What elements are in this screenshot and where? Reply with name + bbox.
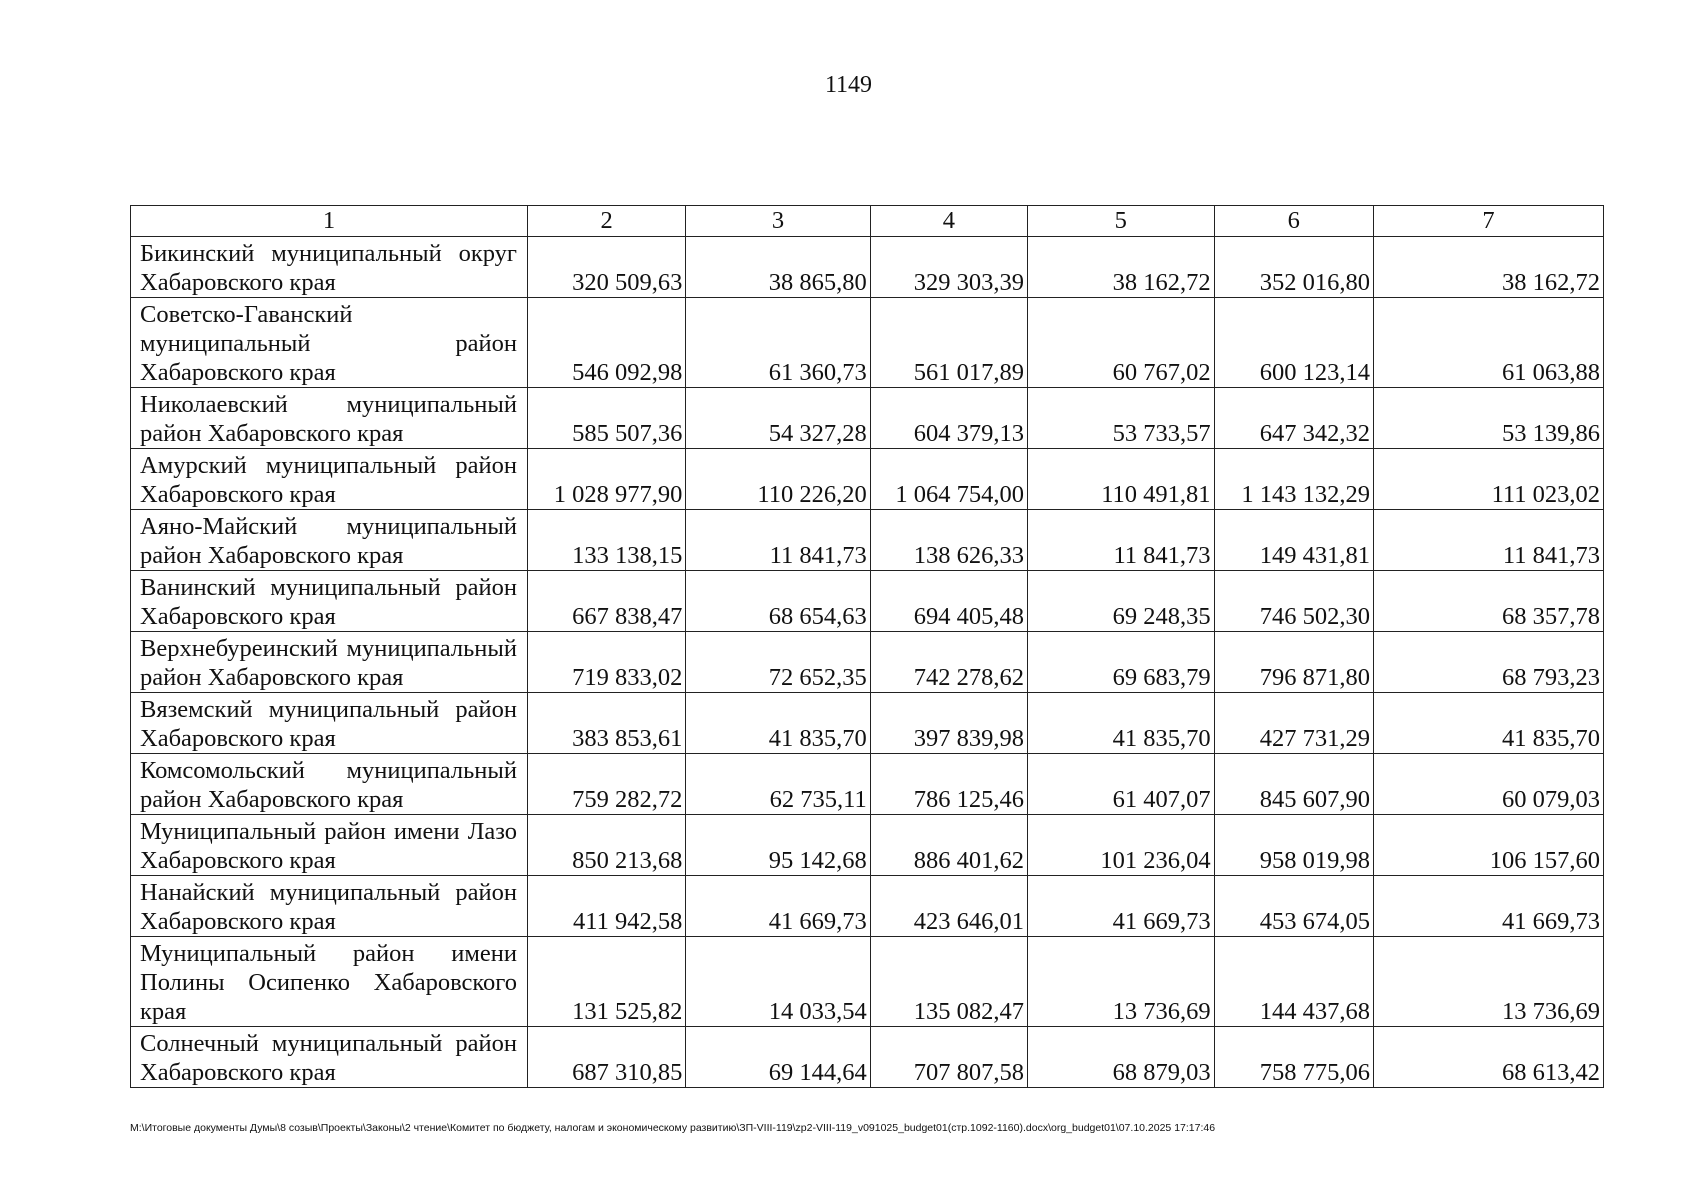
value-cell-col-3: 69 144,64 bbox=[686, 1027, 870, 1088]
value-cell-col-6: 600 123,14 bbox=[1214, 298, 1373, 388]
table-row bbox=[131, 237, 1604, 298]
value-cell-col-5: 38 162,72 bbox=[1028, 237, 1215, 298]
value-cell-col-2: 411 942,58 bbox=[527, 876, 685, 937]
footer-file-path: M:\Итоговые документы Думы\8 созыв\Проекты\Законы\2 чтение\Комитет по бюджету, налогам и экономическому развитию\ЗП-VIII-119\zp2-VIII-119_v091025_budget01(стр.1092-1160).docx\org_budget01\07.10.2025 17:17:46 bbox=[130, 1122, 1216, 1134]
municipality-name: Нанайский муниципальный район Хабаровского края bbox=[131, 876, 528, 937]
column-header-5: 5 bbox=[1028, 206, 1215, 237]
municipality-name: Амурский муниципальный район Хабаровского края bbox=[131, 449, 528, 510]
value-cell-col-2: 320 509,63 bbox=[527, 237, 685, 298]
value-cell-col-5: 60 767,02 bbox=[1028, 298, 1215, 388]
value-cell-col-3: 62 735,11 bbox=[686, 754, 870, 815]
table-row bbox=[131, 937, 1604, 1027]
value-cell-col-5: 101 236,04 bbox=[1028, 815, 1215, 876]
municipality-name: Вяземский муниципальный район Хабаровского края bbox=[131, 693, 528, 754]
value-cell-col-3: 11 841,73 bbox=[686, 510, 870, 571]
value-cell-col-5: 11 841,73 bbox=[1028, 510, 1215, 571]
value-cell-col-6: 958 019,98 bbox=[1214, 815, 1373, 876]
municipality-name: Николаевский муниципальный район Хабаровского края bbox=[131, 388, 528, 449]
value-cell-col-7: 68 357,78 bbox=[1374, 571, 1604, 632]
budget-table bbox=[130, 205, 1604, 1088]
value-cell-col-6: 453 674,05 bbox=[1214, 876, 1373, 937]
value-cell-col-4: 604 379,13 bbox=[870, 388, 1027, 449]
municipality-name: Муниципальный район имени Лазо Хабаровского края bbox=[131, 815, 528, 876]
value-cell-col-6: 427 731,29 bbox=[1214, 693, 1373, 754]
table-row bbox=[131, 449, 1604, 510]
column-header-3: 3 bbox=[686, 206, 870, 237]
value-cell-col-4: 138 626,33 bbox=[870, 510, 1027, 571]
value-cell-col-5: 68 879,03 bbox=[1028, 1027, 1215, 1088]
column-header-7: 7 bbox=[1374, 206, 1604, 237]
value-cell-col-7: 111 023,02 bbox=[1374, 449, 1604, 510]
value-cell-col-6: 1 143 132,29 bbox=[1214, 449, 1373, 510]
table-row bbox=[131, 815, 1604, 876]
value-cell-col-7: 106 157,60 bbox=[1374, 815, 1604, 876]
municipality-name: Солнечный муниципальный район Хабаровского края bbox=[131, 1027, 528, 1088]
value-cell-col-2: 850 213,68 bbox=[527, 815, 685, 876]
value-cell-col-2: 546 092,98 bbox=[527, 298, 685, 388]
table-row bbox=[131, 298, 1604, 388]
value-cell-col-5: 41 835,70 bbox=[1028, 693, 1215, 754]
value-cell-col-6: 758 775,06 bbox=[1214, 1027, 1373, 1088]
value-cell-col-2: 719 833,02 bbox=[527, 632, 685, 693]
municipality-name: Бикинский муниципальный округ Хабаровского края bbox=[131, 237, 528, 298]
value-cell-col-7: 68 793,23 bbox=[1374, 632, 1604, 693]
value-cell-col-6: 796 871,80 bbox=[1214, 632, 1373, 693]
municipality-name: Комсомольский муниципальный район Хабаровского края bbox=[131, 754, 528, 815]
value-cell-col-7: 41 835,70 bbox=[1374, 693, 1604, 754]
municipality-name: Верхнебуреинский муниципальный район Хабаровского края bbox=[131, 632, 528, 693]
value-cell-col-6: 149 431,81 bbox=[1214, 510, 1373, 571]
value-cell-col-2: 667 838,47 bbox=[527, 571, 685, 632]
table-row bbox=[131, 693, 1604, 754]
municipality-name: Советско-Гаванский муниципальный район Хабаровского края bbox=[131, 298, 528, 388]
value-cell-col-5: 69 683,79 bbox=[1028, 632, 1215, 693]
page-number: 1149 bbox=[824, 72, 873, 98]
value-cell-col-5: 41 669,73 bbox=[1028, 876, 1215, 937]
value-cell-col-7: 60 079,03 bbox=[1374, 754, 1604, 815]
value-cell-col-4: 423 646,01 bbox=[870, 876, 1027, 937]
column-header-6: 6 bbox=[1214, 206, 1373, 237]
value-cell-col-3: 72 652,35 bbox=[686, 632, 870, 693]
value-cell-col-4: 694 405,48 bbox=[870, 571, 1027, 632]
value-cell-col-3: 110 226,20 bbox=[686, 449, 870, 510]
table-row bbox=[131, 754, 1604, 815]
value-cell-col-5: 69 248,35 bbox=[1028, 571, 1215, 632]
value-cell-col-5: 53 733,57 bbox=[1028, 388, 1215, 449]
table-row bbox=[131, 571, 1604, 632]
table-row bbox=[131, 510, 1604, 571]
value-cell-col-2: 687 310,85 bbox=[527, 1027, 685, 1088]
value-cell-col-7: 61 063,88 bbox=[1374, 298, 1604, 388]
value-cell-col-4: 742 278,62 bbox=[870, 632, 1027, 693]
value-cell-col-6: 352 016,80 bbox=[1214, 237, 1373, 298]
value-cell-col-3: 68 654,63 bbox=[686, 571, 870, 632]
table-row bbox=[131, 388, 1604, 449]
value-cell-col-6: 746 502,30 bbox=[1214, 571, 1373, 632]
municipality-name: Аяно-Майский муниципальный район Хабаровского края bbox=[131, 510, 528, 571]
column-header-2: 2 bbox=[527, 206, 685, 237]
municipality-name: Муниципальный район имени Полины Осипенко Хабаровского края bbox=[131, 937, 528, 1027]
value-cell-col-7: 11 841,73 bbox=[1374, 510, 1604, 571]
value-cell-col-2: 133 138,15 bbox=[527, 510, 685, 571]
table-body bbox=[131, 237, 1604, 1088]
value-cell-col-7: 68 613,42 bbox=[1374, 1027, 1604, 1088]
column-header-1: 1 bbox=[131, 206, 528, 237]
value-cell-col-6: 647 342,32 bbox=[1214, 388, 1373, 449]
value-cell-col-7: 13 736,69 bbox=[1374, 937, 1604, 1027]
value-cell-col-3: 38 865,80 bbox=[686, 237, 870, 298]
table-row bbox=[131, 1027, 1604, 1088]
value-cell-col-2: 759 282,72 bbox=[527, 754, 685, 815]
value-cell-col-4: 329 303,39 bbox=[870, 237, 1027, 298]
value-cell-col-2: 1 028 977,90 bbox=[527, 449, 685, 510]
value-cell-col-5: 110 491,81 bbox=[1028, 449, 1215, 510]
value-cell-col-4: 1 064 754,00 bbox=[870, 449, 1027, 510]
value-cell-col-4: 707 807,58 bbox=[870, 1027, 1027, 1088]
value-cell-col-4: 886 401,62 bbox=[870, 815, 1027, 876]
municipality-name: Ванинский муниципальный район Хабаровского края bbox=[131, 571, 528, 632]
value-cell-col-5: 61 407,07 bbox=[1028, 754, 1215, 815]
value-cell-col-5: 13 736,69 bbox=[1028, 937, 1215, 1027]
value-cell-col-4: 135 082,47 bbox=[870, 937, 1027, 1027]
table-row bbox=[131, 632, 1604, 693]
column-header-4: 4 bbox=[870, 206, 1027, 237]
value-cell-col-6: 845 607,90 bbox=[1214, 754, 1373, 815]
value-cell-col-2: 585 507,36 bbox=[527, 388, 685, 449]
value-cell-col-3: 61 360,73 bbox=[686, 298, 870, 388]
value-cell-col-7: 53 139,86 bbox=[1374, 388, 1604, 449]
value-cell-col-3: 95 142,68 bbox=[686, 815, 870, 876]
value-cell-col-7: 38 162,72 bbox=[1374, 237, 1604, 298]
value-cell-col-3: 54 327,28 bbox=[686, 388, 870, 449]
value-cell-col-3: 41 835,70 bbox=[686, 693, 870, 754]
value-cell-col-3: 41 669,73 bbox=[686, 876, 870, 937]
value-cell-col-3: 14 033,54 bbox=[686, 937, 870, 1027]
value-cell-col-2: 383 853,61 bbox=[527, 693, 685, 754]
value-cell-col-4: 397 839,98 bbox=[870, 693, 1027, 754]
value-cell-col-6: 144 437,68 bbox=[1214, 937, 1373, 1027]
value-cell-col-4: 786 125,46 bbox=[870, 754, 1027, 815]
value-cell-col-4: 561 017,89 bbox=[870, 298, 1027, 388]
table-row bbox=[131, 876, 1604, 937]
table-header-row bbox=[131, 206, 1604, 237]
value-cell-col-7: 41 669,73 bbox=[1374, 876, 1604, 937]
value-cell-col-2: 131 525,82 bbox=[527, 937, 685, 1027]
